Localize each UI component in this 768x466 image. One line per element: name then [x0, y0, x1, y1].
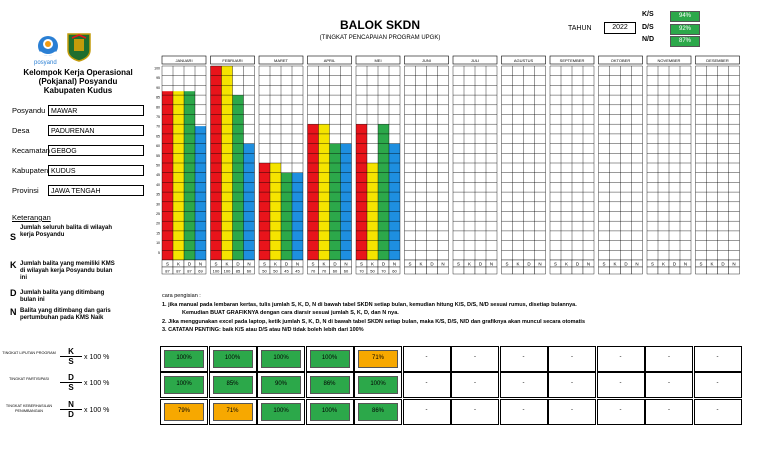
percentage-value: -: [504, 350, 544, 368]
series-key-label: D: [187, 261, 192, 267]
series-key-label: D: [236, 261, 240, 267]
row-multiplier: x 100 %: [84, 380, 110, 387]
percentage-value: -: [649, 350, 689, 368]
percentage-cell: [354, 399, 402, 425]
percentage-value: -: [407, 350, 447, 368]
percentage-cell: [645, 399, 693, 425]
bar-s: [162, 91, 173, 260]
percentage-value: -: [504, 403, 544, 421]
value-cell: [416, 267, 427, 274]
percentage-cell: [354, 372, 402, 398]
row-multiplier: x 100 %: [84, 354, 110, 361]
series-value-label: 45: [284, 268, 289, 274]
row-formula: [60, 347, 82, 366]
ks-value: 94%: [670, 11, 700, 22]
series-key-label: S: [650, 261, 655, 267]
series-value-label: 70: [321, 268, 327, 274]
month-label: JUNI: [422, 58, 431, 63]
percentage-value: -: [455, 350, 495, 368]
percentage-cell: [257, 372, 305, 398]
y-tick-label: 40: [156, 182, 160, 187]
kecamatan-label: Kecamatan: [12, 146, 50, 155]
series-key-label: S: [165, 261, 170, 267]
value-cell: [513, 267, 524, 274]
percentage-value: 100%: [310, 403, 350, 421]
org-line-2: (Pokjanal) Posyandu: [38, 77, 118, 86]
legend-key-k: K: [10, 260, 17, 270]
desa-field[interactable]: PADURENAN: [48, 125, 144, 136]
month-label: MARET: [274, 58, 288, 63]
posyandu-logo-text: posyand: [34, 60, 57, 66]
row-label: TINGKAT LIPUTAN PROGRAM: [2, 351, 56, 355]
bar-d: [233, 95, 244, 260]
percentage-cell: [451, 346, 499, 372]
series-key-label: K: [613, 261, 617, 267]
value-cell: [707, 267, 718, 274]
series-key-label: D: [527, 261, 531, 267]
percentage-value: -: [649, 376, 689, 394]
formula-denominator: S: [68, 357, 74, 366]
series-value-label: 100: [223, 268, 231, 274]
formula-denominator: D: [68, 410, 74, 419]
month-label: FEBRUARI: [222, 58, 243, 63]
series-key-label: S: [456, 261, 461, 267]
series-value-label: 70: [310, 268, 316, 274]
posyandu-label: Posyandu: [12, 106, 46, 115]
series-key-label: D: [284, 261, 289, 267]
series-key-label: N: [586, 261, 591, 267]
series-key-label: N: [538, 261, 542, 267]
series-value-label: 60: [343, 268, 349, 274]
percentage-value: 79%: [164, 403, 204, 421]
value-cell: [632, 267, 643, 274]
series-value-label: 87: [176, 268, 181, 274]
bar-n: [292, 173, 303, 260]
instructions-line-1: 1. jika manual pada lembaran kertas, tulis jumlah S, K, D, N di bawah tabel SKDN setiap bulan, kemudian hitung K/S, D/S, N/D sesuai rumus, disetiap bulannya.: [162, 301, 577, 308]
bar-d: [281, 173, 292, 260]
series-key-label: D: [624, 261, 628, 267]
series-key-label: S: [311, 261, 315, 267]
instructions-line-3: 2. Jika menggunakan excel pada laptop, ketik jumlah S, K, D, N di bawah tabel SKDN setiap bulan, maka K/S, D/S, N/D dan grafiknya akan muncul secara otomatis: [162, 318, 586, 325]
value-cell: [680, 267, 691, 274]
value-cell: [669, 267, 680, 274]
percentage-value: 71%: [213, 403, 253, 421]
series-key-label: K: [516, 261, 520, 267]
month-label: OKTOBER: [610, 58, 631, 63]
instructions-line-4: 3. CATATAN PENTING: baik K/S atau D/S atau N/D tidak boleh lebih dari 100%: [162, 327, 364, 333]
percentage-cell: [354, 346, 402, 372]
percentage-value: 100%: [164, 376, 204, 394]
series-value-label: 45: [295, 268, 300, 274]
percentage-cell: [403, 399, 451, 425]
series-value-label: 87: [165, 268, 170, 274]
kabupaten-label: Kabupaten: [12, 166, 49, 175]
series-key-label: N: [247, 261, 251, 267]
value-cell: [718, 267, 729, 274]
percentage-cell: [597, 399, 645, 425]
y-tick-label: 15: [156, 231, 160, 236]
percentage-cell: [403, 372, 451, 398]
value-cell: [599, 267, 610, 274]
y-tick-label: 20: [156, 221, 160, 226]
posyandu-field[interactable]: MAWAR: [48, 105, 144, 116]
value-cell: [453, 267, 464, 274]
percentage-value: 90%: [261, 376, 301, 394]
series-key-label: K: [176, 261, 181, 267]
value-cell: [427, 267, 438, 274]
series-key-label: N: [344, 261, 348, 267]
percentage-cell: [597, 346, 645, 372]
desa-label: Desa: [12, 126, 30, 135]
series-key-label: D: [333, 261, 337, 267]
percentage-value: 100%: [358, 376, 398, 394]
instructions-title: cara pengisian :: [162, 293, 201, 299]
y-tick-label: 80: [156, 105, 160, 110]
percentage-cell: [597, 372, 645, 398]
percentage-value: 100%: [164, 350, 204, 368]
value-cell: [438, 267, 449, 274]
percentage-value: 100%: [213, 350, 253, 368]
y-tick-label: 75: [156, 115, 160, 119]
keterangan-title: Keterangan: [12, 213, 51, 222]
value-cell: [572, 267, 583, 274]
series-value-label: 100: [212, 268, 220, 274]
percentage-value: 86%: [358, 403, 398, 421]
page-title: BALOK SKDN: [340, 18, 420, 32]
value-cell: [550, 267, 561, 274]
percentage-value: -: [552, 350, 592, 368]
percentage-cell: [548, 372, 596, 398]
percentage-cell: [451, 399, 499, 425]
value-cell: [610, 267, 621, 274]
y-tick-label: 25: [156, 212, 160, 216]
y-tick-label: 55: [156, 153, 160, 158]
series-key-label: S: [699, 261, 703, 267]
y-tick-label: 100: [154, 66, 160, 71]
percentage-value: -: [504, 376, 544, 394]
percentage-value: -: [698, 403, 738, 421]
series-key-label: D: [478, 261, 483, 267]
series-key-label: N: [635, 261, 639, 267]
series-value-label: 70: [359, 268, 364, 274]
instructions: [162, 292, 585, 335]
percentage-cell: [209, 346, 257, 372]
series-key-label: K: [273, 261, 278, 267]
percentage-cell: [209, 399, 257, 425]
provinsi-field[interactable]: JAWA TENGAH: [48, 185, 144, 196]
value-cell: [486, 267, 497, 274]
instructions-line-2: Kemudian BUAT GRAFIKNYA dengan cara diarsir sesuai jumlah S, K, D, dan N nya.: [182, 310, 399, 316]
series-key-label: N: [489, 261, 494, 267]
series-value-label: 60: [392, 268, 397, 274]
percentage-value: -: [407, 376, 447, 394]
series-value-label: 50: [370, 268, 375, 274]
y-tick-label: 95: [156, 76, 160, 81]
bar-k: [173, 91, 184, 260]
nd-label: N/D: [642, 36, 655, 43]
series-key-label: D: [672, 261, 677, 267]
series-key-label: S: [602, 261, 606, 267]
legend-text-n: Balita yang ditimbang dan garis pertumbuhan pada KMS Naik: [20, 308, 111, 321]
formula-numerator: D: [60, 373, 82, 383]
value-cell: [535, 267, 546, 274]
percentage-value: -: [407, 403, 447, 421]
value-cell: [502, 267, 513, 274]
series-value-label: 60: [246, 268, 252, 274]
series-key-label: S: [214, 261, 218, 267]
percentage-cell: [500, 372, 548, 398]
legend-key-n: N: [10, 307, 17, 317]
series-key-label: N: [732, 261, 736, 267]
series-key-label: N: [683, 261, 688, 267]
ds-value: 92%: [670, 24, 700, 35]
percentage-value: 85%: [213, 376, 253, 394]
series-key-label: D: [430, 261, 434, 267]
percentage-cell: [403, 346, 451, 372]
percentage-cell: [160, 372, 208, 398]
percentage-value: -: [698, 350, 738, 368]
percentage-cell: [548, 399, 596, 425]
row-label: TINGKAT KEBERHASILAN PENIMBANGAN: [5, 404, 53, 413]
value-cell: [405, 267, 416, 274]
percentage-value: -: [601, 403, 641, 421]
value-cell: [561, 267, 572, 274]
percentage-value: -: [601, 376, 641, 394]
legend-key-d: D: [10, 288, 17, 298]
percentage-value: -: [455, 403, 495, 421]
legend-text-s: Jumlah seluruh balita di wilayah kerja Posyandu: [20, 225, 113, 238]
series-key-label: D: [381, 261, 386, 267]
series-value-label: 50: [273, 268, 278, 274]
percentage-cell: [645, 346, 693, 372]
y-tick-label: 5: [158, 250, 160, 255]
kabupaten-field[interactable]: KUDUS: [48, 165, 144, 176]
series-key-label: S: [408, 261, 412, 267]
org-line-1: Kelompok Kerja Operasional: [23, 68, 133, 77]
percentage-cell: [451, 372, 499, 398]
row-label: TINGKAT PARTISIPASI: [9, 377, 49, 381]
month-label: JULI: [470, 58, 480, 63]
month-label: NOVEMBER: [657, 58, 681, 63]
value-cell: [475, 267, 486, 274]
y-tick-label: 50: [156, 163, 160, 168]
value-cell: [658, 267, 669, 274]
percentage-cell: [645, 372, 693, 398]
bar-n: [195, 126, 206, 260]
y-tick-label: 65: [156, 134, 160, 139]
percentage-value: -: [601, 350, 641, 368]
percentage-value: 86%: [310, 376, 350, 394]
series-key-label: D: [575, 261, 580, 267]
y-tick-label: 10: [156, 241, 160, 246]
y-tick-label: 60: [156, 144, 160, 149]
nd-value: 87%: [670, 36, 700, 47]
value-cell: [696, 267, 707, 274]
series-key-label: K: [322, 261, 326, 267]
percentage-cell: [548, 346, 596, 372]
y-tick-label: 70: [156, 124, 160, 129]
percentage-cell: [500, 399, 548, 425]
formula-denominator: S: [68, 383, 74, 392]
series-key-label: K: [370, 261, 375, 267]
page-subtitle: (TINGKAT PENCAPAIAN PROGRAM UPGK): [319, 35, 441, 41]
series-key-label: N: [198, 261, 203, 267]
percentage-cell: [694, 399, 742, 425]
percentage-cell: [694, 372, 742, 398]
series-key-label: S: [505, 261, 509, 267]
y-tick-label: 35: [156, 192, 160, 197]
formula-numerator: K: [60, 347, 82, 357]
percentage-cell: [209, 372, 257, 398]
percentage-cell: [257, 346, 305, 372]
percentage-value: -: [552, 376, 592, 394]
series-key-label: S: [359, 261, 364, 267]
percentage-value: -: [698, 376, 738, 394]
value-cell: [621, 267, 632, 274]
percentage-value: 100%: [261, 350, 301, 368]
series-key-label: K: [419, 261, 423, 267]
percentage-value: -: [455, 376, 495, 394]
series-key-label: K: [661, 261, 666, 267]
percentage-cell: [500, 346, 548, 372]
series-key-label: D: [721, 261, 725, 267]
series-value-label: 69: [198, 268, 203, 274]
series-value-label: 50: [262, 268, 267, 274]
bar-d: [184, 91, 195, 260]
series-value-label: 85: [235, 268, 241, 274]
percentage-value: -: [552, 403, 592, 421]
month-label: SEPTEMBER: [559, 58, 585, 63]
month-label: DESEMBER: [706, 58, 729, 63]
series-key-label: K: [467, 261, 472, 267]
ds-label: D/S: [642, 24, 654, 31]
ks-label: K/S: [642, 11, 654, 18]
series-key-label: S: [262, 261, 267, 267]
row-formula: [60, 400, 82, 419]
percentage-cell: [257, 399, 305, 425]
series-key-label: N: [295, 261, 300, 267]
y-tick-label: 90: [156, 85, 160, 90]
tahun-field[interactable]: 2022: [604, 22, 636, 34]
month-label: AGUSTUS: [513, 58, 534, 63]
value-cell: [524, 267, 535, 274]
series-key-label: K: [710, 261, 714, 267]
value-cell: [583, 267, 594, 274]
series-key-label: K: [564, 261, 569, 267]
series-value-label: 70: [381, 268, 386, 274]
value-cell: [729, 267, 740, 274]
month-label: APRIL: [323, 58, 336, 63]
legend-text-k: Jumlah balita yang memiliki KMS di wilayah kerja Posyandu bulan ini: [20, 261, 115, 281]
org-line-3: Kabupaten Kudus: [43, 86, 113, 95]
value-cell: [647, 267, 658, 274]
series-key-label: S: [553, 261, 558, 267]
legend-key-s: S: [10, 232, 17, 242]
percentage-cell: [306, 399, 354, 425]
percentage-cell: [306, 372, 354, 398]
percentage-cell: [306, 346, 354, 372]
percentage-value: 71%: [358, 350, 398, 368]
y-tick-label: 45: [156, 173, 160, 178]
y-tick-label: 30: [156, 202, 160, 207]
provinsi-label: Provinsi: [12, 186, 39, 195]
kecamatan-field[interactable]: GEBOG: [48, 145, 144, 156]
percentage-cell: [160, 346, 208, 372]
series-value-label: 87: [187, 268, 192, 274]
series-key-label: N: [441, 261, 445, 267]
percentage-value: 100%: [310, 350, 350, 368]
legend-text-d: Jumlah balita yang ditimbang bulan ini: [20, 290, 105, 303]
tahun-label: TAHUN: [568, 25, 592, 32]
value-cell: [464, 267, 475, 274]
percentage-value: 100%: [261, 403, 301, 421]
percentage-cell: [160, 399, 208, 425]
percentage-cell: [694, 346, 742, 372]
formula-numerator: N: [60, 400, 82, 410]
row-formula: [60, 373, 82, 392]
month-label: JANUARI: [175, 58, 193, 63]
month-label: MEI: [374, 58, 382, 63]
percentage-value: -: [649, 403, 689, 421]
series-key-label: K: [225, 261, 229, 267]
series-key-label: N: [392, 261, 397, 267]
row-multiplier: x 100 %: [84, 407, 110, 414]
series-value-label: 60: [332, 268, 338, 274]
y-tick-label: 85: [156, 95, 160, 100]
